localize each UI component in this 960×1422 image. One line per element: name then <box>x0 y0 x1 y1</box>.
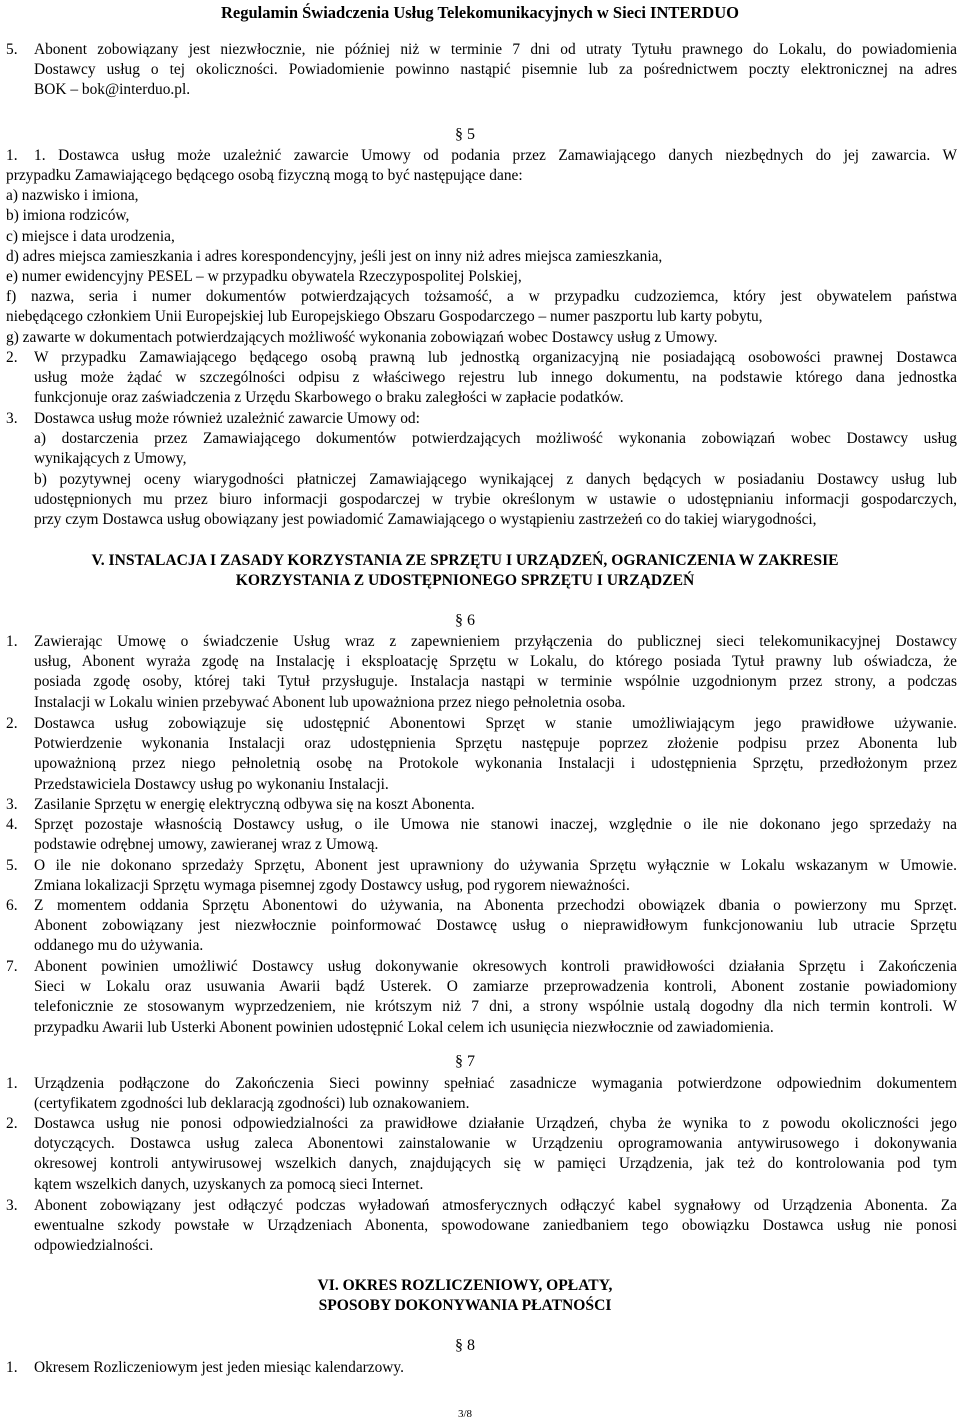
text-line: b) imiona rodziców, <box>6 207 130 225</box>
text-line: g) zawarte w dokumentach potwierdzających możliwość wykonania zobowiązań wobec Dostawcy usług z Umowy. <box>6 328 718 346</box>
item-number: 2. <box>6 349 18 366</box>
item-text <box>34 409 957 530</box>
section-title: § 5 <box>455 126 475 143</box>
text-line: Dostawcy usług o tej okoliczności. Powiadomienie powinno nastąpić pisemnie lub za pośrednictwem poczty elektronicznej na adres <box>34 61 957 79</box>
text-line: a) nazwisko i imiona, <box>6 187 139 205</box>
text-line: przy czym Dostawca usług obowiązany jest powiadomić Zamawiającego o wystąpieniu zastrzeżeń co do takiej wiarygodności, <box>34 511 817 529</box>
text-line: wynikających z Umowy, <box>34 450 187 468</box>
item-text <box>34 795 957 815</box>
text-line: Zawierając Umowę o świadczenie Usług wraz z zapewnieniem przyłączenia do publicznej sieci telekomunikacyjnej Dostawcy <box>34 633 957 650</box>
document-header: Regulamin Świadczenia Usług Telekomunikacyjnych w Sieci INTERDUO <box>221 3 739 22</box>
item-text <box>34 1074 957 1114</box>
text-line: przypadku Awarii lub Usterki Abonent powinien udostępnić Lokal celem ich usunięcia niezwłocznie od zawiadomienia. <box>34 1018 774 1036</box>
text-line: dotyczących. Dostawca usług zaleca Abonentowi zainstalowanie w Urządzeniu oprogramowania antywirusowego i dokonywania <box>34 1135 957 1153</box>
item-number: 2. <box>6 1115 18 1132</box>
text-line: upoważnioną przez niego pełnoletnią osobę na Protokole wykonania Instalacji i udostępnienia Sprzętu, przedłożonym przez <box>34 755 957 773</box>
text-line: Abonent zobowiązany jest odłączyć podczas wyładowań atmosferycznych odłączyć kabel sygnałowy od Urządzenia Abonenta. Za <box>34 1197 957 1214</box>
item-number: 3. <box>6 1197 18 1214</box>
text-line: ewentualne szkody powstałe w Urządzeniach Abonenta, spowodowane zaniedbaniem tego obowiązku Dostawca usług nie ponosi <box>34 1217 957 1235</box>
item-number: 7. <box>6 958 18 975</box>
text-line: Dostawca usług może również uzależnić zawarcie Umowy od: <box>34 410 420 427</box>
text-line: odpowiedzialności. <box>34 1237 154 1255</box>
text-line: oddanego mu do używania. <box>34 937 204 955</box>
item-text <box>34 348 957 409</box>
text-line: przypadku Zamawiającego będącego osobą fizyczną mogą to być następujące dane: <box>6 167 523 184</box>
text-line: Przedstawiciela Dostawcy usług po wykonaniu Instalacji. <box>34 775 389 793</box>
text-line: e) numer ewidencyjny PESEL – w przypadku obywatela Rzeczypospolitej Polskiej, <box>6 268 522 286</box>
section-title: § 7 <box>455 1053 475 1070</box>
item-text <box>34 1196 957 1257</box>
text-line: f) nazwa, seria i numer dokumentów potwierdzających tożsamość, a w przypadku cudzoziemca, który jest obywatelem państwa <box>6 288 957 306</box>
item-number: 3. <box>6 796 18 813</box>
item-number: 5. <box>6 41 18 58</box>
item-text <box>34 896 957 957</box>
text-line: usług może żądać w szczególności odpisu z właściwego rejestru lub innego dokumentu, na podstawie którego dana jednostka <box>34 369 957 387</box>
text-line: c) miejsce i data urodzenia, <box>6 227 175 245</box>
chapter-heading-line: KORZYSTANIA Z UDOSTĘPNIONEGO SPRZĘTU I URZĄDZEŃ <box>235 572 695 590</box>
item-first-line <box>34 146 957 166</box>
text-line: Abonent zobowiązany jest niezwłocznie poinformować Dostawcę usług o nieprawidłowym funkcjonowaniu lub utracie Sprzętu <box>34 917 957 935</box>
text-line: Dostawca usług nie ponosi odpowiedzialności za prawidłowe działanie Urządzeń, chyba że wynika to z powodu okoliczności jego <box>34 1115 957 1132</box>
item-number: 1. <box>6 1075 18 1092</box>
text-line: d) adres miejsca zamieszkania i adres korespondencyjny, jeśli jest on inny niż adres miejsca zamieszkania, <box>6 247 663 265</box>
text-line: Sprzęt pozostaje własnością Dostawcy usług, o ile Umowa nie stanowi inaczej, względnie o ile nie dokonano jego sprzedaży na <box>34 816 957 833</box>
page-number: 3/8 <box>457 1408 473 1420</box>
item-number: 2. <box>6 715 18 732</box>
item-text <box>34 714 957 795</box>
chapter-heading-line: V. INSTALACJA I ZASADY KORZYSTANIA ZE SPRZĘTU I URZĄDZEŃ, OGRANICZENIA W ZAKRESIE <box>91 552 839 569</box>
text-line: Abonent powinien umożliwić Dostawcy usług dokonywanie okresowych kontroli prawidłowości działania Sprzętu i Zakończenia <box>34 958 957 975</box>
text-line: 1. Dostawca usług może uzależnić zawarcie Umowy od podania przez Zamawiającego danych niezbędnych do jej zawarcia. W <box>34 147 957 164</box>
text-line: posiada zgodę osoby, której taki Tytuł przysługuje. Instalacja nastąpi w terminie wspólnie uzgodnionym przez strony, a podczas <box>34 673 957 691</box>
chapter-heading-line: VI. OKRES ROZLICZENIOWY, OPŁATY, <box>317 1277 613 1294</box>
chapter-heading-line: SPOSOBY DOKONYWANIA PŁATNOŚCI <box>318 1297 612 1315</box>
text-line: (certyfikatem zgodności lub deklaracją zgodności) lub oznakowaniem. <box>34 1095 470 1113</box>
item-text <box>34 1114 957 1195</box>
top-item-text <box>34 40 957 101</box>
text-line: Abonent zobowiązany jest niezwłocznie, nie później niż w terminie 7 dni od utraty Tytułu prawnego do Lokalu, do powiadomienia <box>34 41 957 58</box>
text-line: Zasilanie Sprzętu w energię elektryczną odbywa się na koszt Abonenta. <box>34 796 475 813</box>
text-line: Dostawca usług zobowiązuje się udostępnić Abonentowi Sprzęt w stanie umożliwiającym jego prawidłowe używanie. <box>34 715 957 732</box>
text-line: Potwierdzenie wykonania Instalacji oraz udostępnienia Sprzętu następuje poprzez złożenie podpisu przez Abonenta lub <box>34 735 957 753</box>
item-text <box>6 166 957 348</box>
item-text <box>34 632 957 713</box>
text-line: kątem wszelkich danych, uzyskanych za pomocą sieci Internet. <box>34 1175 424 1193</box>
text-line: W przypadku Zamawiającego będącego osobą prawną lub jednostką organizacyjną nie posiadającą osobowości prawnej Dostawca <box>34 349 957 366</box>
text-line: funkcjonuje oraz zaświadczenia z Urzędu Skarbowego o braku zaległości w zapłacie podatków. <box>34 389 624 407</box>
item-number: 1. <box>6 633 18 650</box>
item-text <box>34 856 957 896</box>
text-line: O ile nie dokonano sprzedaży Sprzętu, Abonent jest uprawniony do używania Sprzętu wyłącznie w Lokalu wskazanym w Umowie. <box>34 857 957 874</box>
chapter-heading <box>0 551 930 591</box>
item-number: 5. <box>6 857 18 874</box>
item-number: 4. <box>6 816 18 833</box>
section-title: § 6 <box>455 612 475 629</box>
text-line: Z momentem oddania Sprzętu Abonentowi do używania, na Abonenta przechodzi obowiązek dbania o powierzony mu Sprzęt. <box>34 897 957 914</box>
text-line: Okresem Rozliczeniowym jest jeden miesiąc kalendarzowy. <box>34 1359 404 1376</box>
chapter-heading <box>0 1276 930 1316</box>
text-line: Sieci w Lokalu oraz usuwania Awarii bądź Usterek. O zamiarze przeprowadzenia kontroli, Abonent zostanie powiadomiony <box>34 978 957 996</box>
text-line: usług, Abonent wyraża zgodę na Instalację i eksploatację Sprzętu w Lokalu, do którego posiada Tytuł prawny lub oświadcza, że <box>34 653 957 671</box>
text-line: Instalacji w Lokalu winien przebywać Abonent lub upoważniona przez niego pełnoletnia osoba. <box>34 693 626 711</box>
item-text <box>34 957 957 1038</box>
text-line: Urządzenia podłączone do Zakończenia Sieci powinny spełniać zasadnicze wymagania potwierdzone odpowiednim dokumentem <box>34 1075 957 1092</box>
item-number: 1. <box>6 1359 18 1376</box>
text-line: niebędącego członkiem Unii Europejskiej lub Europejskiego Obszaru Gospodarczego – numer paszportu lub karty pobytu, <box>6 308 763 326</box>
item-text <box>34 815 957 855</box>
text-line: telefonicznie ze stosowanym wyprzedzeniem, nie krótszym niż 7 dni, a strony wspólnie ustalą dogodny dla nich termin kontroli. W <box>34 998 957 1016</box>
item-number: 3. <box>6 410 18 427</box>
text-line: BOK – bok@interduo.pl. <box>34 81 191 99</box>
text-line: udostępnionych mu przez biuro informacji gospodarczej w trybie określonym w ustawie o udostępnianiu informacji gospodarczych, <box>34 490 957 508</box>
text-line: Zmiana lokalizacji Sprzętu wymaga pisemnej zgody Dostawcy usług, pod rygorem nieważności. <box>34 877 630 895</box>
text-line: okresowej kontroli antywirusowej wszelkich danych, znajdujących się w pamięci Urządzenia, jak też do kontrolowania pod tym <box>34 1155 957 1173</box>
text-line: b) pozytywnej oceny wiarygodności płatniczej Zamawiającego wynikającej z danych będących w posiadaniu Dostawcy usług lub <box>34 470 957 488</box>
item-number: 1. <box>6 147 18 164</box>
text-line: podstawie odrębnej umowy, zawieranej wraz z Umową. <box>34 836 379 854</box>
item-number: 6. <box>6 897 18 914</box>
section-title: § 8 <box>455 1337 475 1354</box>
item-text <box>34 1358 957 1378</box>
text-line: a) dostarczenia przez Zamawiającego dokumentów potwierdzających możliwość wykonania zobowiązań wobec Dostawcy usług <box>34 430 957 448</box>
